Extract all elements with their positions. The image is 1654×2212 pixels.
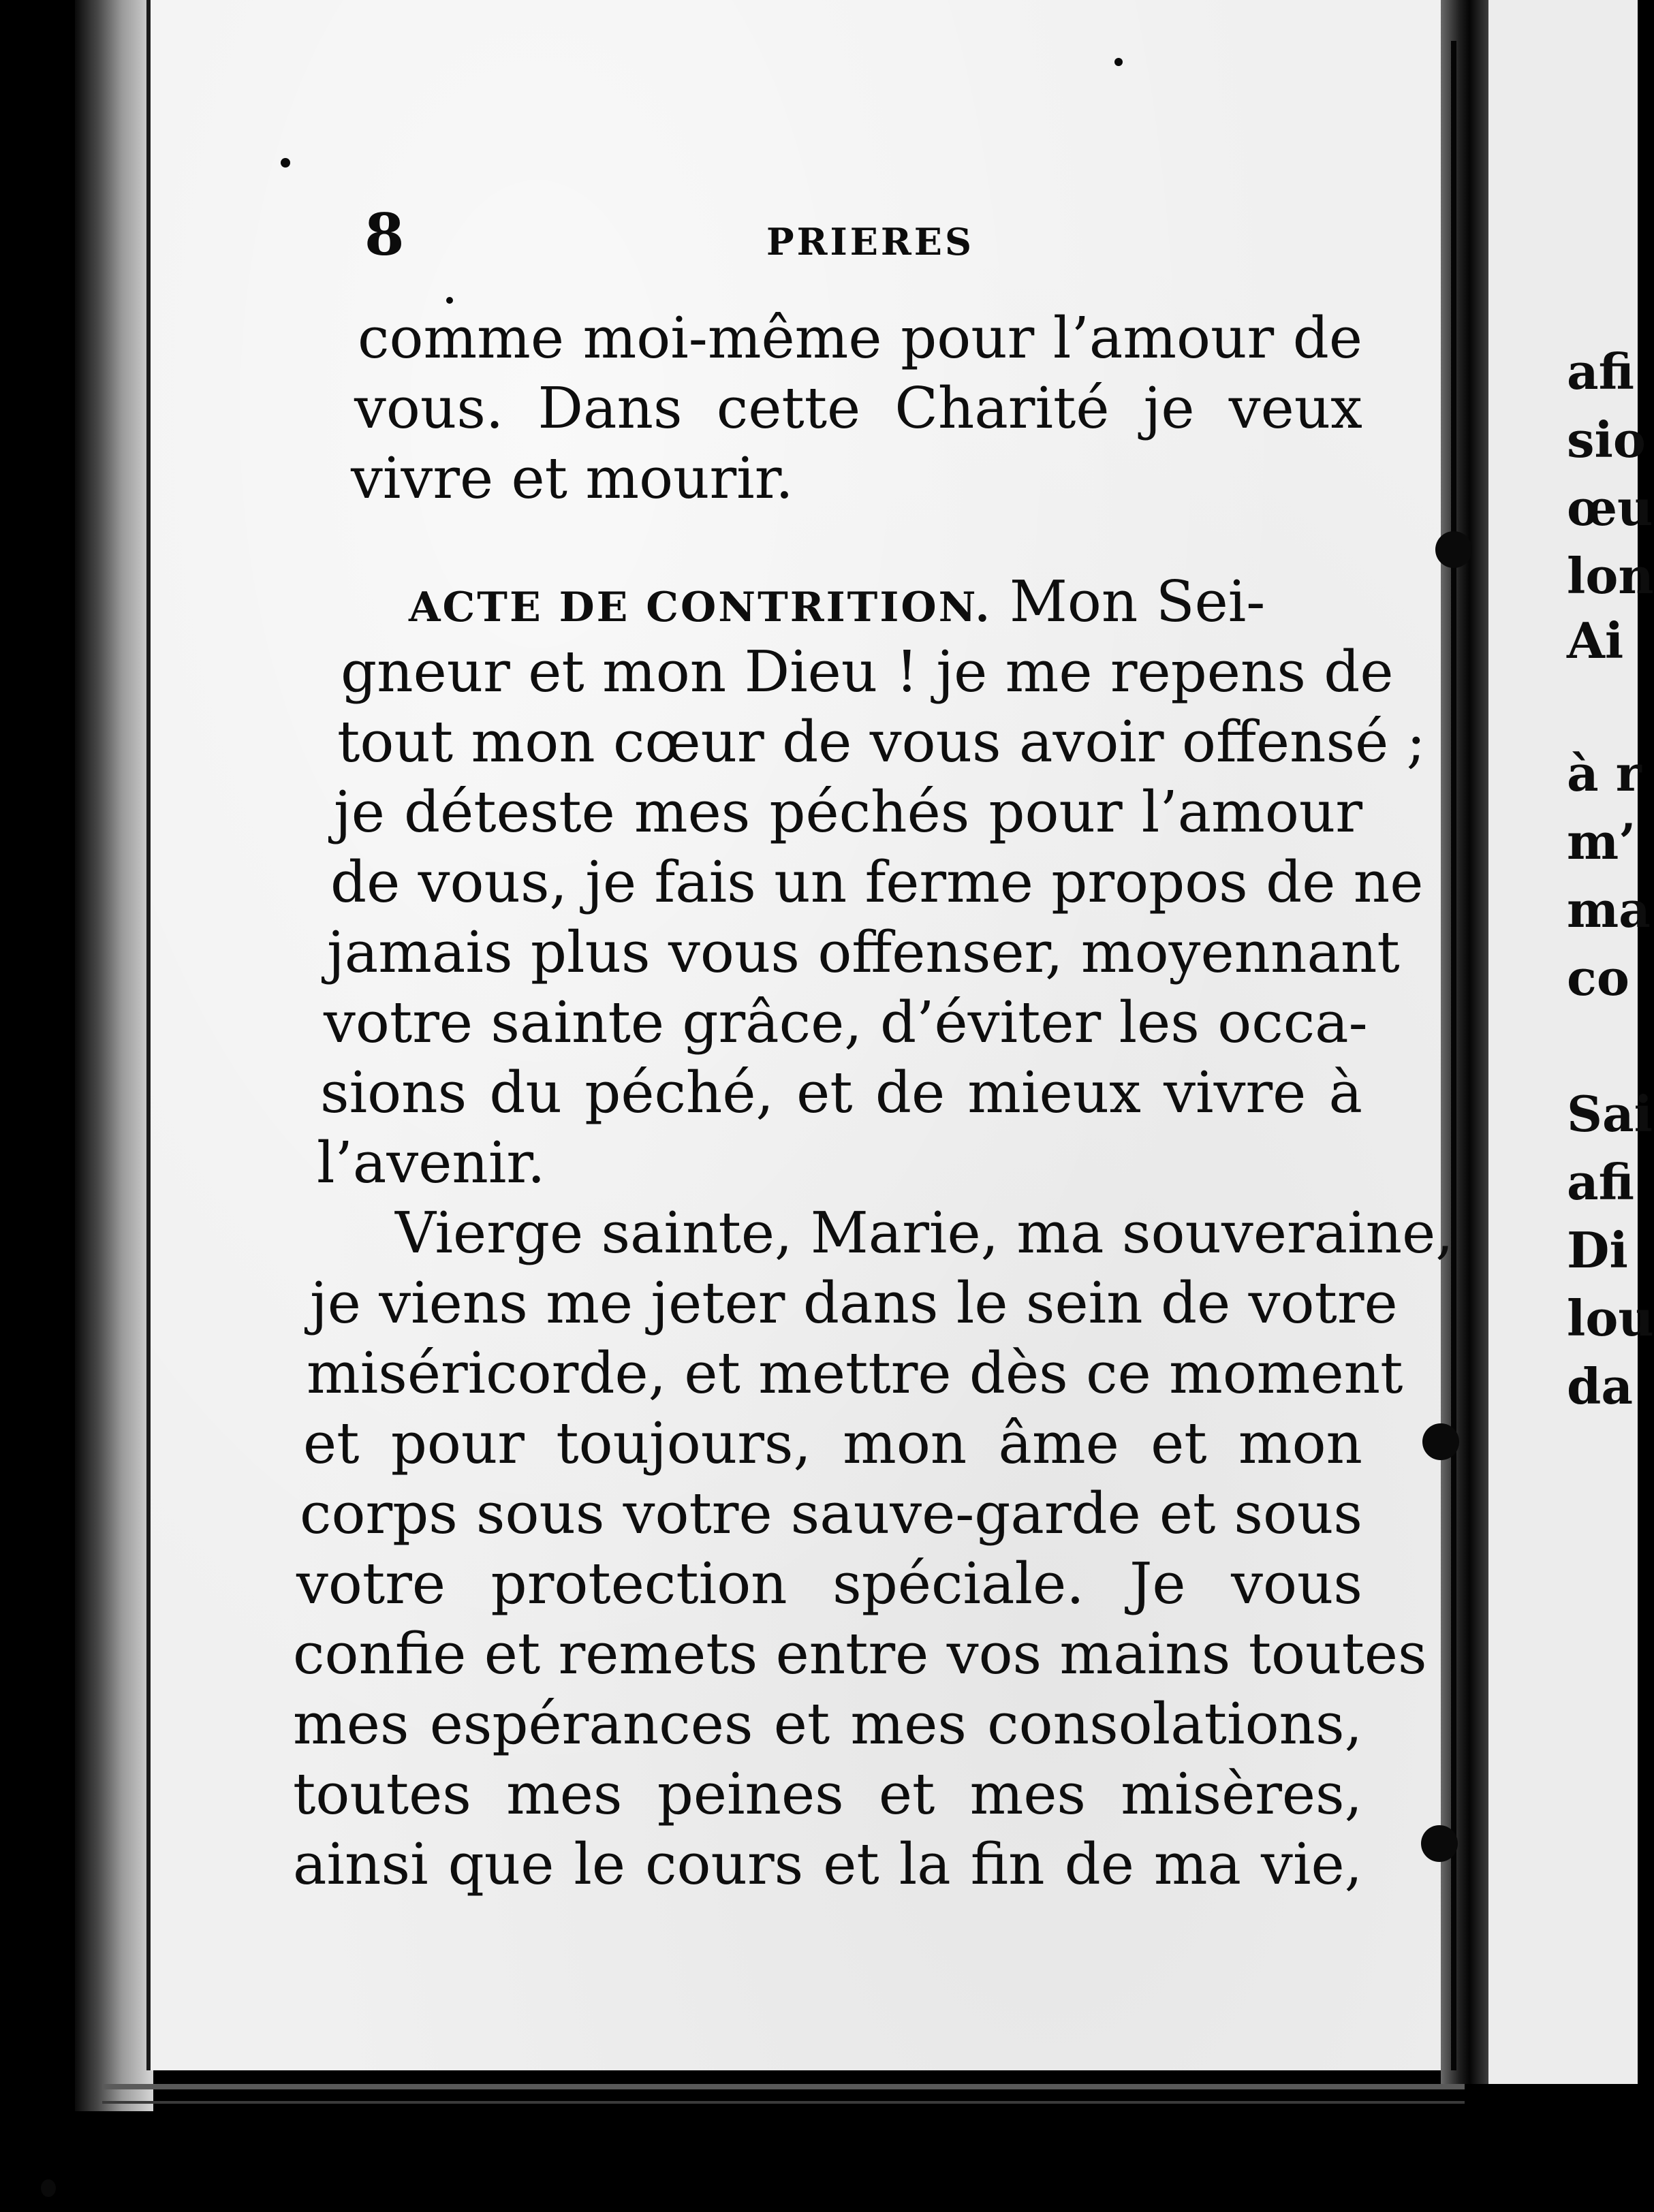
next-page-fragment [1488,0,1654,2084]
next-page-line: da [1567,1357,1633,1415]
text-line: Vierge sainte, Marie, ma souveraine, [395,1200,1454,1266]
text-line: miséricorde, et mettre dès ce moment [307,1340,1403,1406]
binding-knot [1422,1423,1459,1460]
page-bottom-edge-shadow [102,2101,1465,2104]
text-line: gneur et mon Dieu ! je me repens de [341,639,1394,705]
text-line: ainsi que le cours et la fin de ma vie, [293,1831,1362,1897]
page-header [364,201,1352,269]
text-line [293,567,1362,637]
text-line: je viens me jeter dans le sein de votre [310,1270,1398,1336]
ink-speck [41,2179,56,2197]
text-line: vous. Dans cette Charité je veux [354,375,1362,441]
binding-knot [1421,1825,1458,1862]
text-line: sions du péché, et de mieux vivre à [320,1060,1362,1126]
next-page-line: Ai [1567,612,1624,669]
next-page-line: lou [1567,1289,1654,1347]
next-page-line: ma [1567,881,1651,938]
ink-speck [281,158,290,168]
next-page-line: Sai [1567,1085,1653,1143]
text-line: tout mon cœur de vous avoir offensé ; [337,709,1426,775]
next-page-line: lon [1567,547,1654,605]
text-line: votre protection spéciale. Je vous [296,1551,1362,1617]
next-page-line: afi [1567,1153,1634,1211]
text-line: votre sainte grâce, d’éviter les occa- [324,990,1368,1056]
binding-thread [1451,41,1456,2070]
next-page-line: œu [1567,479,1653,537]
left-page-edge [75,0,153,2111]
text-line: confie et remets entre vos mains toutes [293,1621,1427,1687]
text-line: toutes mes peines et mes misères, [293,1761,1362,1827]
text-line: l’avenir. [317,1130,546,1196]
ink-speck [1114,58,1123,66]
paragraph-gap [293,514,1362,567]
text-line: je déteste mes péchés pour l’amour [334,779,1362,845]
next-page-line: afi [1567,343,1634,400]
book-gutter [1441,0,1488,2084]
running-title: PRIERES [766,220,974,264]
next-page-line: Di [1567,1221,1628,1279]
next-page-line: sio [1567,411,1646,469]
text-line: jamais plus vous offenser, moyennant [327,919,1400,985]
text-line: comme moi-même pour l’amour de [358,305,1362,371]
next-page-line: m’ [1567,812,1636,870]
next-page-line: co [1567,949,1629,1007]
text-line: et pour toujours, mon âme et mon [303,1410,1362,1476]
heading-continuation: Mon Sei- [991,569,1266,635]
page-number: 8 [364,201,405,268]
text-line: mes espérances et mes consolations, [293,1691,1362,1757]
binding-knot [1435,531,1472,568]
text-line: de vous, je fais un ferme propos de ne [330,849,1424,915]
text-line: corps sous votre sauve-garde et sous [300,1481,1362,1547]
ink-speck [446,297,453,304]
text-line: vivre et mourir. [351,445,794,511]
body-text [293,303,1454,1899]
section-heading: ACTE DE CONTRITION. [409,584,992,631]
next-page-line: à r [1567,744,1642,802]
page-bottom-edge [102,2084,1465,2089]
